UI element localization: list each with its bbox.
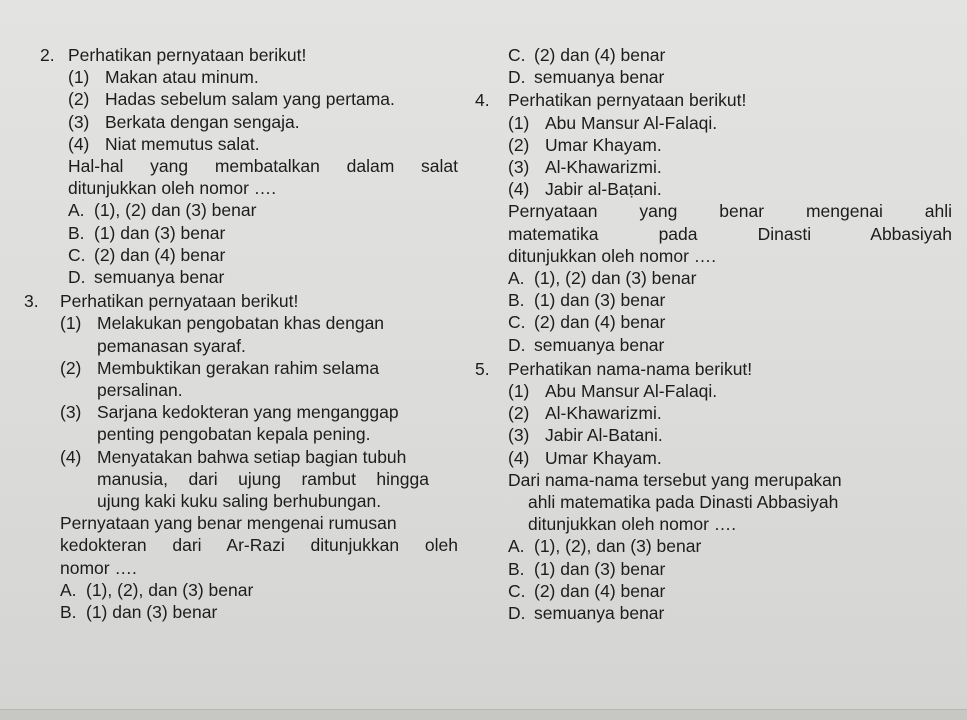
question-stem-line: ditunjukkan oleh nomor …. (528, 514, 737, 535)
statement-tag: (4) (508, 179, 530, 200)
statement (470, 402, 960, 424)
option-letter: A. (508, 536, 525, 557)
answer-option[interactable] (470, 334, 960, 356)
option-letter: A. (508, 268, 525, 289)
statement-tag: (2) (508, 134, 530, 155)
question-2-continued-options (470, 44, 960, 88)
statement-continuation: penting pengobatan kepala pening. (97, 424, 371, 445)
option-text: (1) dan (3) benar (94, 222, 226, 243)
question-5 (470, 358, 960, 624)
option-letter: A. (68, 200, 85, 221)
statement-tag: (4) (508, 447, 530, 468)
statement-text: Abu Mansur Al-Falaqi. (545, 381, 718, 402)
question-intro-text: Perhatikan pernyataan berikut! (508, 90, 747, 111)
answer-option[interactable] (470, 602, 960, 624)
question-intro-text: Perhatikan pernyataan berikut! (60, 291, 299, 312)
question-stem-line: ahli matematika pada Dinasti Abbasiyah (528, 492, 839, 513)
statement (38, 111, 458, 133)
answer-option[interactable] (470, 267, 960, 289)
answer-option[interactable] (38, 601, 458, 623)
statement-text: Hadas sebelum salam yang pertama. (105, 89, 395, 110)
question-4-intro (470, 89, 960, 111)
option-letter: B. (68, 222, 85, 243)
left-column (24, 44, 458, 623)
statement-tag: (1) (508, 112, 530, 133)
answer-option[interactable] (38, 244, 458, 266)
option-letter: C. (68, 244, 86, 265)
option-text: (1), (2) dan (3) benar (534, 268, 697, 289)
statement-text: Berkata dengan sengaja. (105, 111, 300, 132)
answer-option[interactable] (38, 222, 458, 244)
statement-text: Jabir Al-Batani. (545, 425, 663, 446)
answer-option[interactable] (470, 558, 960, 580)
statement (470, 424, 960, 446)
option-text: semuanya benar (534, 603, 665, 624)
statement (38, 401, 458, 423)
option-text: (1) dan (3) benar (534, 290, 666, 311)
page-bottom-edge (0, 709, 967, 720)
statement (38, 357, 458, 379)
question-stem-line: Hal-hal yang membatalkan dalam salat (68, 156, 458, 177)
statement-tag: (2) (508, 403, 530, 424)
option-letter: B. (508, 290, 525, 311)
statement-text: Jabir al-Baṭani. (545, 179, 662, 200)
statement-text: Al-Khawarizmi. (545, 157, 662, 178)
option-letter: B. (508, 558, 525, 579)
statement-tag: (3) (508, 425, 530, 446)
statement-text: Umar Khayam. (545, 447, 662, 468)
option-letter: D. (508, 67, 526, 88)
statement (470, 112, 960, 134)
answer-option[interactable] (470, 44, 960, 66)
statement (38, 88, 458, 110)
option-text: (2) dan (4) benar (534, 312, 666, 333)
statement-text: Al-Khawarizmi. (545, 403, 662, 424)
option-text: (1), (2), dan (3) benar (86, 579, 254, 600)
question-number: 5. (475, 358, 490, 379)
statement-tag: (4) (68, 133, 90, 154)
answer-option[interactable] (470, 580, 960, 602)
statement-tag: (1) (68, 67, 90, 88)
statement-tag: (1) (60, 313, 82, 334)
statement-text: Makan atau minum. (105, 67, 259, 88)
answer-option[interactable] (470, 535, 960, 557)
question-number: 3. (24, 291, 39, 312)
statement-text: Menyatakan bahwa setiap bagian tubuh (97, 446, 407, 467)
question-stem-line: Pernyataan yang benar mengenai ahli (508, 201, 952, 222)
statement-continuation: pemanasan syaraf. (97, 335, 246, 356)
option-letter: C. (508, 45, 526, 65)
statement (38, 312, 458, 334)
answer-option[interactable] (470, 311, 960, 333)
option-text: (1) dan (3) benar (534, 558, 666, 579)
statement-tag: (3) (60, 402, 82, 423)
option-text: semuanya benar (94, 267, 225, 288)
answer-option[interactable] (38, 266, 458, 288)
option-text: (1), (2), dan (3) benar (534, 536, 702, 557)
question-5-intro (470, 358, 960, 380)
option-letter: D. (508, 603, 526, 624)
option-letter: A. (60, 579, 77, 600)
question-intro-text: Perhatikan pernyataan berikut! (68, 45, 307, 65)
answer-option[interactable] (470, 289, 960, 311)
question-4 (470, 89, 960, 355)
option-text: (2) dan (4) benar (534, 580, 666, 601)
question-intro-text: Perhatikan nama-nama berikut! (508, 358, 753, 379)
statement (470, 380, 960, 402)
statement (38, 66, 458, 88)
option-text: (2) dan (4) benar (94, 244, 226, 265)
option-text: (1), (2) dan (3) benar (94, 200, 257, 221)
question-stem-line: nomor …. (60, 557, 137, 578)
statement (470, 447, 960, 469)
question-stem-line: Dari nama-nama tersebut yang merupakan (508, 469, 842, 490)
question-2 (38, 44, 458, 288)
option-text: semuanya benar (534, 334, 665, 355)
option-text: (1) dan (3) benar (86, 602, 218, 623)
statement-continuation: manusia, dari ujung rambut hingga (97, 468, 429, 489)
statement-tag: (2) (68, 89, 90, 110)
question-stem-line: kedokteran dari Ar-Razi ditunjukkan oleh (60, 535, 458, 556)
statement-text: Niat memutus salat. (105, 133, 260, 154)
statement-tag: (1) (508, 381, 530, 402)
statement-tag: (4) (60, 446, 82, 467)
statement (470, 178, 960, 200)
statement-continuation: ujung kaki kuku saling berhubungan. (97, 491, 382, 512)
statement-text: Membuktikan gerakan rahim selama (97, 357, 380, 378)
question-stem-line: ditunjukkan oleh nomor …. (508, 245, 717, 266)
question-number: 4. (475, 90, 490, 111)
statement (38, 446, 458, 468)
statement (38, 133, 458, 155)
question-3 (24, 290, 458, 623)
statement (470, 134, 960, 156)
option-letter: C. (508, 580, 526, 601)
right-column (470, 44, 960, 624)
statement-text: Abu Mansur Al-Falaqi. (545, 112, 718, 133)
statement-continuation: persalinan. (97, 380, 183, 401)
statement-tag: (3) (508, 157, 530, 178)
question-3-intro (24, 290, 458, 312)
question-number: 2. (40, 45, 55, 65)
answer-option[interactable] (470, 66, 960, 88)
option-text: semuanya benar (534, 67, 665, 88)
option-letter: B. (60, 602, 77, 623)
option-letter: D. (508, 334, 526, 355)
answer-option[interactable] (38, 579, 458, 601)
option-letter: D. (68, 267, 86, 288)
question-2-intro (38, 44, 458, 66)
option-text: (2) dan (4) benar (534, 45, 666, 65)
option-letter: C. (508, 312, 526, 333)
statement-text: Sarjana kedokteran yang menganggap (97, 402, 399, 423)
statement-text: Umar Khayam. (545, 134, 662, 155)
statement-tag: (3) (68, 111, 90, 132)
question-stem-line: ditunjukkan oleh nomor …. (68, 178, 277, 199)
question-stem-line: matematika pada Dinasti Abbasiyah (508, 223, 952, 244)
question-stem-line: Pernyataan yang benar mengenai rumusan (60, 513, 397, 534)
statement (470, 156, 960, 178)
statement-text: Melakukan pengobatan khas dengan (97, 313, 385, 334)
statement-tag: (2) (60, 357, 82, 378)
answer-option[interactable] (38, 199, 458, 221)
